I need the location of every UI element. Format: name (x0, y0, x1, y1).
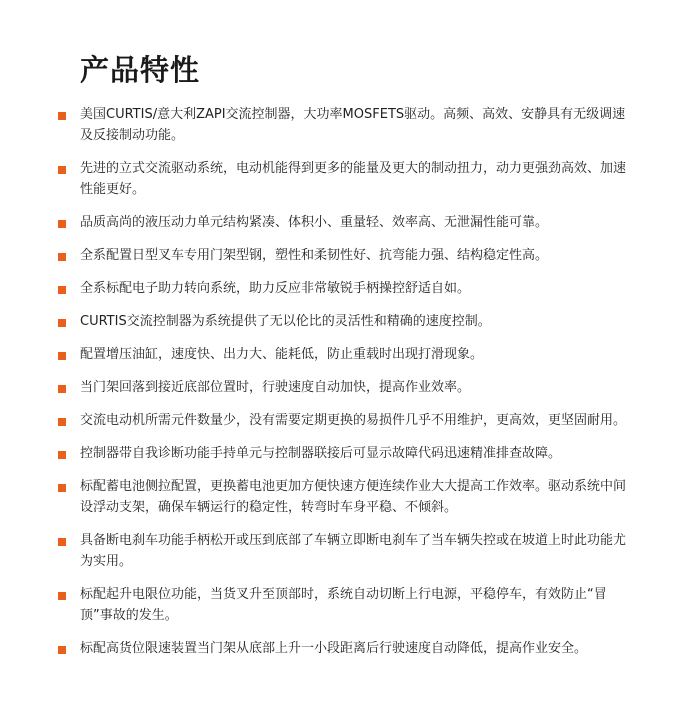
feature-text: 标配起升电限位功能，当货叉升至顶部时，系统自动切断上行电源，平稳停车，有效防止“冒顶”事故的发生。 (80, 587, 607, 623)
square-bullet-icon (58, 592, 66, 600)
feature-item (58, 278, 633, 299)
feature-item (58, 212, 633, 233)
feature-item (58, 245, 633, 266)
feature-text: 全系配置日型叉车专用门架型钢，塑性和柔韧性好、抗弯能力强、结构稳定性高。 (80, 248, 549, 263)
feature-text: 当门架回落到接近底部位置时，行驶速度自动加快，提高作业效率。 (80, 380, 471, 395)
feature-text: 先进的立式交流驱动系统，电动机能得到更多的能量及更大的制动扭力，动力更强劲高效、加速性能更好。 (80, 161, 627, 197)
feature-text: 配置增压油缸，速度快、出力大、能耗低，防止重载时出现打滑现象。 (80, 347, 484, 362)
feature-list (58, 104, 633, 671)
feature-item (58, 158, 633, 200)
square-bullet-icon (58, 385, 66, 393)
square-bullet-icon (58, 220, 66, 228)
feature-text: 控制器带自我诊断功能手持单元与控制器联接后可显示故障代码迅速精准排查故障。 (80, 446, 562, 461)
feature-text: 标配蓄电池侧拉配置，更换蓄电池更加方便快速方便连续作业大大提高工作效率。驱动系统中间设浮动支架，确保车辆运行的稳定性，转弯时车身平稳、不倾斜。 (80, 479, 627, 515)
square-bullet-icon (58, 253, 66, 261)
square-bullet-icon (58, 286, 66, 294)
feature-text: CURTIS交流控制器为系统提供了无以伦比的灵活性和精确的速度控制。 (80, 314, 491, 329)
feature-text: 标配高货位限速装置当门架从底部上升一小段距离后行驶速度自动降低，提高作业安全。 (80, 641, 588, 656)
square-bullet-icon (58, 451, 66, 459)
square-bullet-icon (58, 646, 66, 654)
feature-text: 美国CURTIS/意大利ZAPI交流控制器，大功率MOSFETS驱动。高频、高效、安静具有无级调速及反接制动功能。 (80, 107, 626, 143)
feature-item (58, 344, 633, 365)
feature-item (58, 443, 633, 464)
feature-text: 具备断电刹车功能手柄松开或压到底部了车辆立即断电刹车了当车辆失控或在坡道上时此功能尤为实用。 (80, 533, 627, 569)
feature-item (58, 311, 633, 332)
square-bullet-icon (58, 418, 66, 426)
square-bullet-icon (58, 112, 66, 120)
square-bullet-icon (58, 319, 66, 327)
feature-item (58, 584, 633, 626)
page-title: 产品特性 (80, 53, 201, 87)
square-bullet-icon (58, 166, 66, 174)
square-bullet-icon (58, 352, 66, 360)
feature-item (58, 638, 633, 659)
feature-text: 全系标配电子助力转向系统，助力反应非常敏锐手柄操控舒适自如。 (80, 281, 471, 296)
feature-text: 交流电动机所需元件数量少，没有需要定期更换的易损件几乎不用维护，更高效，更坚固耐用。 (80, 413, 627, 428)
square-bullet-icon (58, 484, 66, 492)
feature-item (58, 410, 633, 431)
feature-item (58, 104, 633, 146)
feature-item (58, 530, 633, 572)
feature-item (58, 377, 633, 398)
feature-text: 品质高尚的液压动力单元结构紧凑、体积小、重量轻、效率高、无泄漏性能可靠。 (80, 215, 549, 230)
square-bullet-icon (58, 538, 66, 546)
feature-item (58, 476, 633, 518)
